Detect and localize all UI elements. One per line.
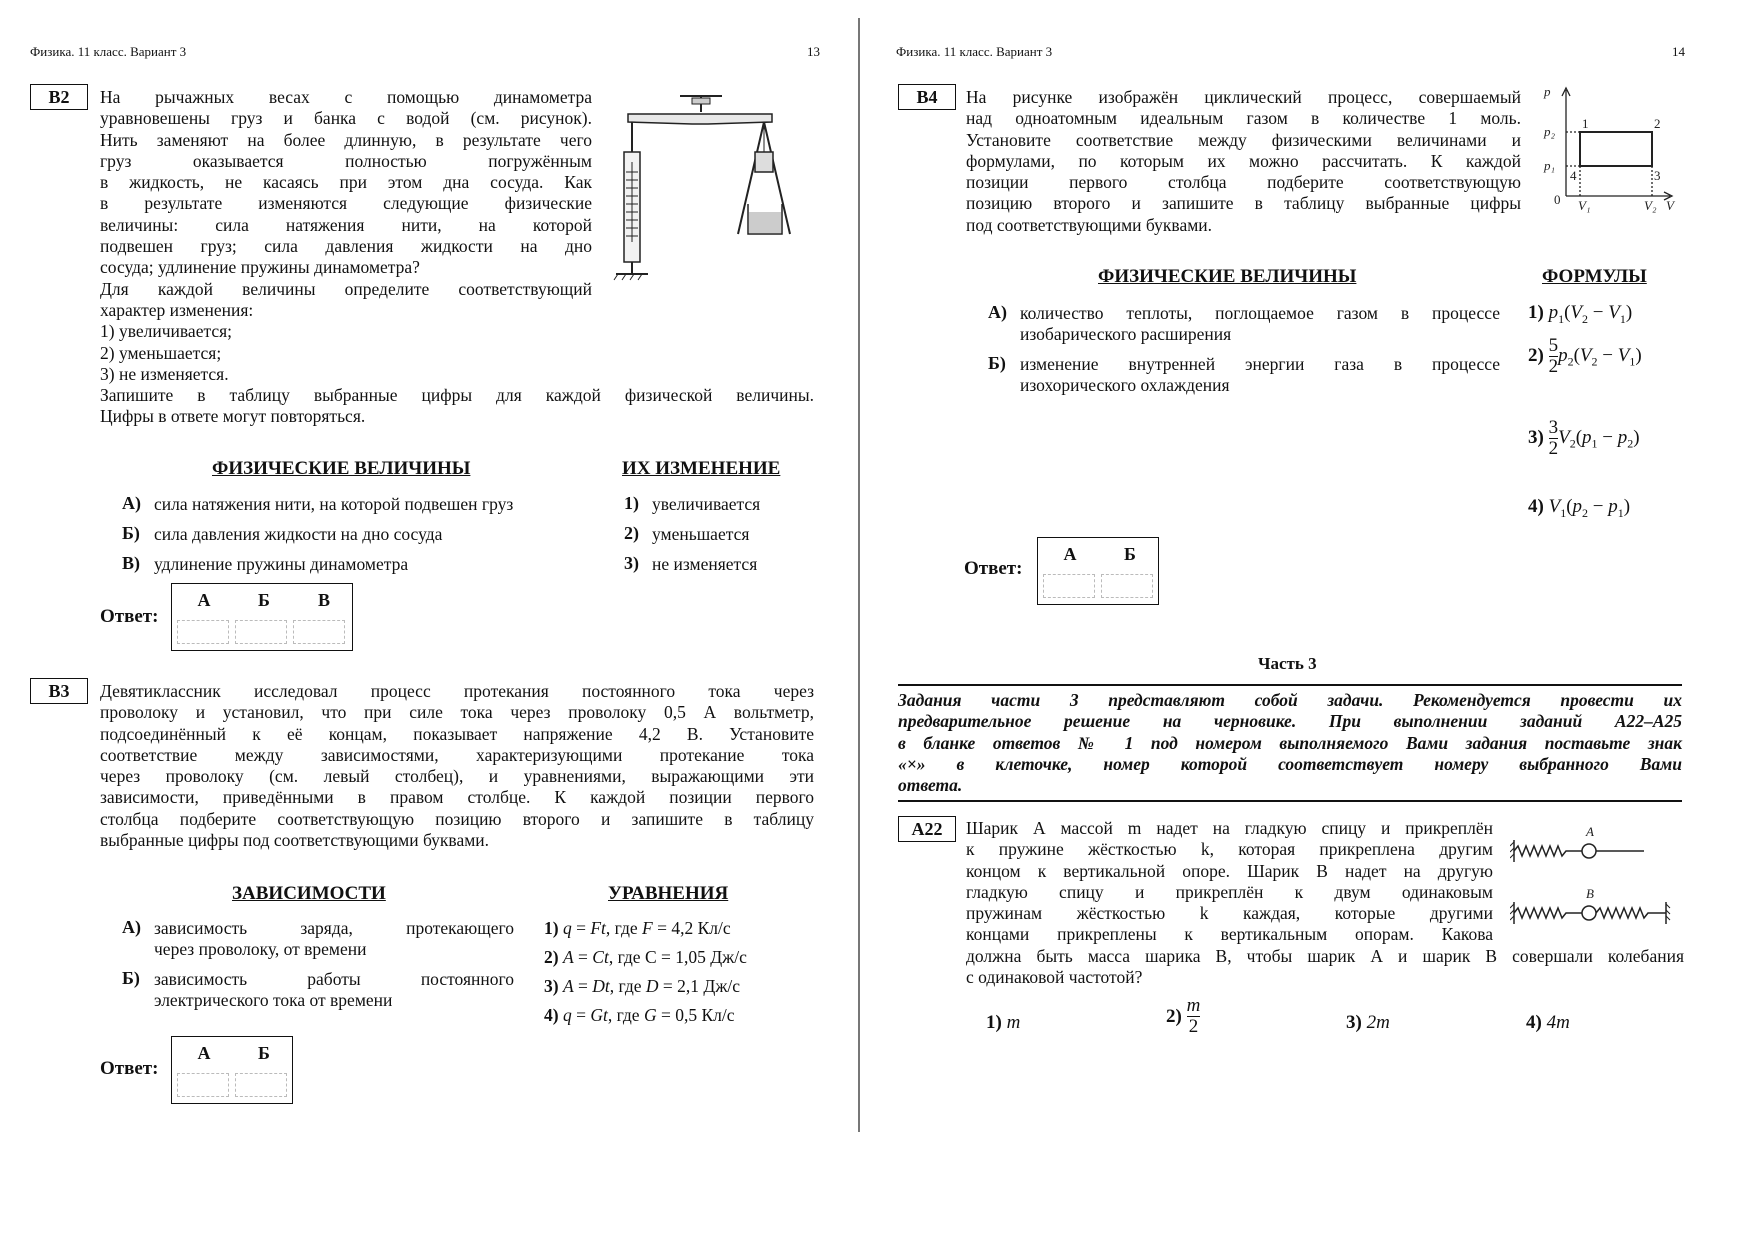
- task-label-b3: B3: [30, 678, 88, 704]
- b2-line: в жидкость, не касаясь при этом дна сосуда. Как: [100, 172, 592, 193]
- graph-point-4: 4: [1570, 168, 1577, 183]
- b3-eq-rhs: Dt: [592, 976, 610, 996]
- b2-line: величины: сила натяжения нити, на которой: [100, 214, 592, 235]
- b2-line: На рычажных весах с помощью динамометра: [100, 87, 592, 107]
- a22-option-1[interactable]: [986, 1012, 1020, 1033]
- a22-option-text: 2m: [1366, 1012, 1390, 1033]
- task-label-a22: A22: [898, 816, 956, 842]
- b2-option: 2) уменьшается;: [100, 342, 222, 363]
- fraction: [1549, 336, 1559, 377]
- b2-col-changes-title: ИХ ИЗМЕНЕНИЕ: [622, 458, 781, 479]
- figure-label-a: A: [1586, 824, 1594, 839]
- b3-equation-num: 1): [544, 918, 559, 938]
- b4-line: формулами, по которым их можно рассчитать. К каждой: [966, 150, 1521, 171]
- frac-numerator: 5: [1548, 335, 1559, 356]
- b3-dependency-a-line1: зависимость заряда, протекающего: [154, 918, 514, 938]
- b4-quantity-b: [1020, 354, 1500, 397]
- b4-quantity-b-line1: изменение внутренней энергии газа в процессе: [1020, 354, 1500, 374]
- b4-formula-num: 2): [1528, 344, 1544, 366]
- a22-option-text: m: [1006, 1012, 1021, 1033]
- b4-answer-slot-a[interactable]: [1043, 574, 1095, 598]
- lever-scales-figure: [612, 92, 812, 282]
- task-label-b2: B2: [30, 84, 88, 110]
- b4-quantity-b-line2: изохорического охлаждения: [1020, 375, 1230, 396]
- b3-answer-col-b: Б: [258, 1043, 270, 1063]
- b2-change-num-3: 3): [624, 553, 639, 573]
- task-label-b4: B4: [898, 84, 956, 110]
- b4-line: На рисунке изображён циклический процесс, совершаемый: [966, 87, 1521, 107]
- b4-answer-slot-b[interactable]: [1101, 574, 1153, 598]
- b2-change-1: увеличивается: [652, 494, 761, 514]
- fraction: [1549, 418, 1559, 459]
- b2-line: Для каждой величины определите соответствующий: [100, 278, 592, 299]
- b2-text: [100, 87, 592, 385]
- part3-intro-line: Задания части 3 представляют собой задачи. Рекомендуется провести их: [898, 690, 1682, 710]
- right-page-header: Физика. 11 класс. Вариант 3: [896, 44, 1053, 59]
- b4-col-quantities-title: ФИЗИЧЕСКИЕ ВЕЛИЧИНЫ: [1098, 266, 1357, 287]
- b3-eq-where: , где: [609, 976, 646, 996]
- right-page-number: 14: [1672, 44, 1685, 59]
- b2-line: груз оказывается полностью погружённым: [100, 150, 592, 171]
- a22-option-text: 4m: [1546, 1012, 1570, 1033]
- fraction: [1187, 996, 1201, 1037]
- graph-axis-v: V: [1666, 198, 1674, 213]
- a22-option-num: 4): [1526, 1012, 1542, 1033]
- b3-eq-lhs: A: [562, 947, 574, 967]
- b3-answer-table: [171, 1036, 293, 1104]
- b3-letter-b: Б): [122, 968, 140, 988]
- b3-line: проволоку и установил, что при силе тока через проволоку 0,5 А вольтметр,: [100, 702, 814, 723]
- a22-option-2[interactable]: [1166, 996, 1200, 1037]
- b3-dependency-a: [154, 918, 514, 961]
- a22-line: гладкую спицу и прикреплён к двум одинаковым: [966, 881, 1493, 902]
- b4-answer-col-a: А: [1063, 544, 1077, 564]
- left-page-number: 13: [807, 44, 820, 59]
- graph-point-3: 3: [1654, 168, 1661, 183]
- b2-answer-slot-a[interactable]: [177, 620, 229, 644]
- a22-line: Шарик А массой m надет на гладкую спицу и прикреплён: [966, 818, 1493, 838]
- b4-line: позиции первого столбца подберите соответствующую: [966, 172, 1521, 193]
- b2-col-quantities-title: ФИЗИЧЕСКИЕ ВЕЛИЧИНЫ: [212, 458, 471, 479]
- b2-instruction: [100, 385, 814, 428]
- part3-intro-line: предварительное решение на черновике. При выполнении заданий А22–А25: [898, 711, 1682, 732]
- figure-label-b: B: [1586, 886, 1594, 901]
- b2-line: в результате изменяются следующие физические: [100, 193, 592, 214]
- b3-answer-col-a: А: [197, 1043, 211, 1063]
- frac-numerator: m: [1186, 995, 1201, 1016]
- graph-point-1: 1: [1582, 116, 1589, 131]
- b3-eq-var: G: [643, 1005, 657, 1025]
- a22-line: концами прикреплены к вертикальным опорам. Какова: [966, 924, 1493, 945]
- a22-line: пружинам жёсткостью k каждая, которые другими: [966, 903, 1493, 924]
- b3-dependency-a-line2: через проволоку, от времени: [154, 939, 367, 960]
- b4-formula-num: 1): [1528, 302, 1544, 323]
- frac-denominator: 2: [1548, 438, 1559, 459]
- b3-eq-rhs: Ct: [592, 947, 609, 967]
- b2-letter-v: В): [122, 553, 140, 573]
- b4-line: позицию второго и запишите в таблицу выбранные цифры: [966, 193, 1521, 214]
- b4-answer-col-b: Б: [1124, 544, 1136, 564]
- b2-change-3: не изменяется: [652, 554, 758, 574]
- b2-instruction-line: Цифры в ответе могут повторяться.: [100, 406, 366, 427]
- b3-eq-value: = 4,2 Кл/с: [652, 918, 731, 938]
- b2-line: подвешен груз; сила давления жидкости на дно: [100, 236, 592, 257]
- a22-text: [966, 818, 1493, 946]
- b3-answer-slot-b[interactable]: [235, 1073, 287, 1097]
- b3-line: соответствие между зависимостями, характеризующими протекание тока: [100, 744, 814, 765]
- b3-eq-rhs: Gt: [590, 1005, 608, 1025]
- b4-formula-num: 3): [1528, 426, 1544, 448]
- b2-answer-col-v: В: [317, 590, 330, 610]
- b4-letter-a: А): [988, 302, 1007, 322]
- b2-change-num-1: 1): [624, 493, 639, 513]
- b2-quantity-v: удлинение пружины динамометра: [154, 554, 409, 574]
- b3-eq-rhs: Ft: [590, 918, 606, 938]
- b3-eq-lhs: q: [562, 1005, 572, 1025]
- part3-intro-line: в бланке ответов № 1 под номером выполняемого Вами задания поставьте знак: [898, 732, 1682, 753]
- b4-formula-4: 4) $V_1(p_2 - p_1)$: [1528, 496, 1631, 520]
- b4-line: Установите соответствие между физическими величинами и: [966, 129, 1521, 150]
- b2-line: Нить заменяют на более длинную, в результате чего: [100, 129, 592, 150]
- b2-answer-slot-b[interactable]: [235, 620, 287, 644]
- b3-equation-1: 1) q = Ft, где F = 4,2 Кл/с: [544, 918, 731, 938]
- b2-letter-a: А): [122, 493, 141, 513]
- b3-equation-3: 3) A = Dt, где D = 2,1 Дж/с: [544, 976, 741, 996]
- springs-figure: [1510, 818, 1690, 928]
- b3-equation-2: 2) A = Ct, где C = 1,05 Дж/с: [544, 947, 747, 967]
- b2-answer-col-b: Б: [258, 590, 270, 610]
- b4-text: [966, 87, 1521, 236]
- b3-line: Девятиклассник исследовал процесс протекания постоянного тока через: [100, 681, 814, 701]
- b2-letter-b: Б): [122, 523, 140, 543]
- frac-denominator: 2: [1188, 1016, 1199, 1037]
- graph-p2: p₂: [1544, 124, 1556, 139]
- b2-change-num-2: 2): [624, 523, 639, 543]
- b3-equation-4: 4) q = Gt, где G = 0,5 Кл/с: [544, 1005, 735, 1025]
- b3-line: через проволоку (см. левый столбец), и уравнениями, выражающими эти: [100, 766, 814, 787]
- b2-answer-label: Ответ:: [100, 606, 159, 627]
- a22-line: должна быть масса шарика В, чтобы шарик А и шарик В совершали колебания: [966, 946, 1684, 966]
- b3-letter-a: А): [122, 917, 141, 937]
- b4-col-formulas-title: ФОРМУЛЫ: [1542, 266, 1647, 287]
- a22-option-num: 1): [986, 1012, 1002, 1033]
- b3-eq-var: D: [645, 976, 659, 996]
- b4-quantity-a-line1: количество теплоты, поглощаемое газом в процессе: [1020, 303, 1500, 323]
- b2-option: 3) не изменяется.: [100, 363, 229, 384]
- b2-instruction-line: Запишите в таблицу выбранные цифры для каждой физической величины.: [100, 385, 814, 405]
- b4-formula-num: 4): [1528, 496, 1544, 517]
- b3-answer-label: Ответ:: [100, 1058, 159, 1079]
- b4-formula-1: 1) $p_1(V_2 - V_1)$: [1528, 302, 1633, 326]
- b3-answer-slot-a[interactable]: [177, 1073, 229, 1097]
- b3-line: зависимости, приведёнными в правом столбце. К каждой позиции первого: [100, 787, 814, 808]
- graph-axis-p: p: [1544, 84, 1551, 99]
- b4-answer-label: Ответ:: [964, 558, 1023, 579]
- b2-line: характер изменения:: [100, 299, 254, 320]
- b3-dependency-b-line2: электрического тока от времени: [154, 990, 393, 1011]
- a22-line: с одинаковой частотой?: [966, 967, 1143, 988]
- b2-answer-table: [171, 583, 353, 651]
- b2-answer-col-a: А: [197, 590, 211, 610]
- part3-intro-line: ответа.: [898, 775, 963, 796]
- graph-point-2: 2: [1654, 116, 1661, 131]
- graph-p1: p₁: [1544, 158, 1556, 173]
- b3-text: [100, 681, 814, 851]
- b3-eq-value: = 2,1 Дж/с: [658, 976, 741, 996]
- b4-line: над одноатомным идеальным газом в количестве 1 моль.: [966, 108, 1521, 129]
- part3-bottom-rule: [898, 800, 1682, 802]
- page-divider: [858, 18, 860, 1132]
- b3-eq-value: = 0,5 Кл/с: [656, 1005, 735, 1025]
- b3-col-equations-title: УРАВНЕНИЯ: [608, 883, 729, 904]
- a22-option-num: 2): [1166, 1005, 1182, 1027]
- a22-line: концом к вертикальной опоре. Шарик В надет на другую: [966, 860, 1493, 881]
- a22-line: к пружине жёсткостью k, которая прикреплена другим: [966, 839, 1493, 860]
- b4-quantity-a-line2: изобарического расширения: [1020, 324, 1232, 345]
- b4-letter-b: Б): [988, 353, 1006, 373]
- b3-eq-value: = 1,05 Дж/с: [656, 947, 747, 967]
- a22-option-num: 3): [1346, 1012, 1362, 1033]
- b3-dependency-b-line1: зависимость работы постоянного: [154, 969, 514, 989]
- b3-col-dependencies-title: ЗАВИСИМОСТИ: [232, 883, 386, 904]
- b3-equation-num: 4): [544, 1005, 559, 1025]
- b2-line: уравновешены груз и банка с водой (см. рисунок).: [100, 108, 592, 129]
- frac-numerator: 3: [1548, 417, 1559, 438]
- a22-option-4[interactable]: [1526, 1012, 1570, 1033]
- b3-equation-num: 3): [544, 976, 559, 996]
- graph-v1: V₁: [1578, 198, 1591, 213]
- b2-answer-slot-v[interactable]: [293, 620, 345, 644]
- b3-eq-where: , где: [607, 1005, 644, 1025]
- b4-formula-2: 2) $\frac{5}{2}$ $p_2(V_2 - V_1)$: [1528, 335, 1642, 377]
- b3-line: столбца подберите соответствующую позицию второго и запишите в таблицу: [100, 808, 814, 829]
- b2-line: сосуда; удлинение пружины динамометра?: [100, 257, 420, 278]
- b4-quantity-a: [1020, 303, 1500, 346]
- b3-eq-where: , где: [605, 918, 642, 938]
- left-page-header: Физика. 11 класс. Вариант 3: [30, 44, 187, 59]
- b3-eq-where: , где: [608, 947, 645, 967]
- graph-v2: V₂: [1644, 198, 1657, 213]
- b3-eq-var: F: [642, 918, 653, 938]
- b3-equation-num: 2): [544, 947, 559, 967]
- part3-title: Часть 3: [1258, 654, 1317, 673]
- b2-option: 1) увеличивается;: [100, 321, 233, 342]
- frac-denominator: 2: [1548, 356, 1559, 377]
- part3-top-rule: [898, 684, 1682, 686]
- b2-quantity-b: сила давления жидкости на дно сосуда: [154, 524, 443, 544]
- part3-intro: [898, 690, 1682, 796]
- b3-line: выбранные цифры под соответствующими буквами.: [100, 830, 490, 851]
- b3-eq-lhs: q: [562, 918, 572, 938]
- b4-formula-3: 3) $\frac{3}{2}$ $V_2(p_1 - p_2)$: [1528, 417, 1640, 459]
- graph-origin: 0: [1554, 192, 1561, 207]
- b3-line: подсоединённый к её концам, показывает напряжение 4,2 В. Установите: [100, 723, 814, 744]
- a22-text-tail: [966, 946, 1684, 989]
- b2-quantity-a: сила натяжения нити, на которой подвешен груз: [154, 494, 514, 514]
- b3-eq-lhs: A: [562, 976, 574, 996]
- a22-option-3[interactable]: [1346, 1012, 1390, 1033]
- b3-eq-var: C: [644, 947, 657, 967]
- b3-dependency-b: [154, 969, 514, 1012]
- part3-intro-line: «×» в клеточке, номер которой соответствует номеру выбранного Вами: [898, 753, 1682, 774]
- pv-cycle-graph: [1540, 84, 1680, 214]
- b4-answer-table: [1037, 537, 1159, 605]
- b4-line: под соответствующими буквами.: [966, 214, 1213, 235]
- b2-change-2: уменьшается: [652, 524, 750, 544]
